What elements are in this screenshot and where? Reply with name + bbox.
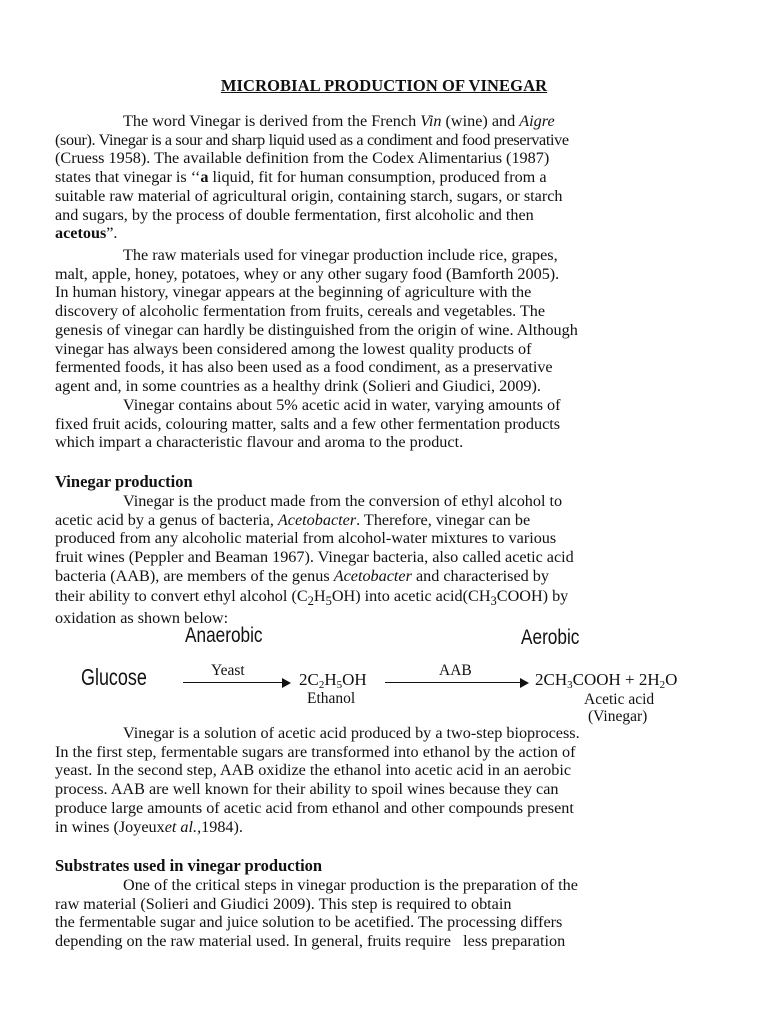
text-line: fermented foods, it has also been used as a food condiment, as a preservative xyxy=(55,358,553,377)
section-heading-vinegar-production: Vinegar production xyxy=(55,472,193,491)
text-run: COOH) by xyxy=(496,586,569,605)
vinegar-name: (Vinegar) xyxy=(588,708,648,725)
text-run: ”. xyxy=(106,224,118,243)
text-run-italic: Acetobacter xyxy=(333,566,412,585)
text-run: One of the critical steps in vinegar production is the preparation of the xyxy=(123,876,578,894)
text-run: (wine) and xyxy=(441,112,520,130)
text-line: (sour). Vinegar is a sour and sharp liquid used as a condiment and food preservative xyxy=(55,130,569,149)
subscript: 5 xyxy=(336,679,343,691)
vinegar-production-paragraph-2 xyxy=(55,724,715,836)
aerobic-label: Aerobic xyxy=(521,626,580,649)
document-title: MICROBIAL PRODUCTION OF VINEGAR xyxy=(220,76,548,95)
text-line: suitable raw material of agricultural origin, containing starch, sugars, or starch xyxy=(55,186,563,205)
yeast-label: Yeast xyxy=(211,662,245,679)
substrates-paragraph-1 xyxy=(55,876,715,951)
text-line: agent and, in some countries as a healthy drink (Solieri and Giudici, 2009). xyxy=(55,376,541,395)
text-line: malt, apple, honey, potatoes, whey or any other sugary food (Bamforth 2005). xyxy=(55,264,560,283)
text-line: raw material (Solieri and Giudici 2009). This step is required to obtain xyxy=(55,894,512,913)
formula-part: H xyxy=(324,670,337,689)
text-run: in wines (Joyeux xyxy=(55,817,165,836)
text-line: and sugars, by the process of double fermentation, first alcoholic and then xyxy=(55,205,534,224)
text-line: yeast. In the second step, AAB oxidize the ethanol into acetic acid in an aerobic xyxy=(55,761,572,780)
text-line: produce large amounts of acetic acid from ethanol and other compounds present xyxy=(55,798,574,817)
intro-paragraph-2 xyxy=(55,246,715,396)
text-run: and characterised by xyxy=(411,566,549,585)
intro-paragraph-1 xyxy=(55,112,715,243)
text-run: Vinegar is the product made from the conversion of ethyl alcohol to xyxy=(123,492,563,510)
text-run: Vinegar contains about 5% acetic acid in water, varying amounts of xyxy=(123,396,561,414)
acetic-acid-formula xyxy=(535,670,677,690)
text-run: The word Vinegar is derived from the French xyxy=(123,112,421,130)
vinegar-production-paragraph-1 xyxy=(55,492,715,628)
subscript: 3 xyxy=(490,593,497,608)
text-run: liquid, fit for human consumption, produced from a xyxy=(208,168,547,187)
subscript: 5 xyxy=(325,593,332,608)
text-line: discovery of alcoholic fermentation from fruits, cereals and vegetables. The xyxy=(55,302,546,321)
anaerobic-label: Anaerobic xyxy=(185,624,263,647)
subscript: 2 xyxy=(659,679,666,691)
formula-part: 2CH xyxy=(535,670,568,689)
text-run-italic: Acetobacter xyxy=(277,510,357,529)
text-run: acetic acid by a genus of bacteria, xyxy=(55,510,278,529)
text-run-bold: acetous xyxy=(55,224,107,243)
acetic-acid-name: Acetic acid xyxy=(584,691,655,708)
section-heading-substrates: Substrates used in vinegar production xyxy=(55,856,323,875)
text-run: Vinegar is a solution of acetic acid produced by a two-step bioprocess. xyxy=(123,724,580,742)
text-run-italic: Vin xyxy=(420,112,442,130)
glucose-label: Glucose xyxy=(81,664,147,690)
text-run-italic: Aigre xyxy=(519,112,555,130)
text-line: In human history, vinegar appears at the beginning of agriculture with the xyxy=(55,283,532,302)
formula-part: OH xyxy=(342,670,367,689)
subscript: 2 xyxy=(318,679,325,691)
text-line: vinegar has always been considered among the lowest quality products of xyxy=(55,339,532,358)
text-line: fixed fruit acids, colouring matter, salts and a few other fermentation products xyxy=(55,414,561,433)
intro-paragraph-3 xyxy=(55,396,715,452)
text-line: (Cruess 1958). The available definition from the Codex Alimentarius (1987) xyxy=(55,149,550,168)
aab-arrow xyxy=(385,682,527,683)
text-line: produced from any alcoholic material from alcohol-water mixtures to various xyxy=(55,529,557,548)
formula-part: 2C xyxy=(299,670,319,689)
text-run: The raw materials used for vinegar production include rice, grapes, xyxy=(123,246,558,264)
text-run-italic: et al., xyxy=(164,817,202,836)
text-run: . Therefore, vinegar can be xyxy=(356,510,531,529)
text-run: bacteria (AAB), are members of the genus xyxy=(55,566,334,585)
text-run-bold: a xyxy=(200,168,209,187)
text-line: process. AAB are well known for their ability to spoil wines because they can xyxy=(55,780,559,799)
fermentation-equation-figure xyxy=(55,624,735,728)
ethanol-name: Ethanol xyxy=(307,690,356,707)
formula-part: O xyxy=(665,670,678,689)
text-line: the fermentable sugar and juice solution to be acetified. The processing differs xyxy=(55,913,563,932)
text-run: H xyxy=(313,586,326,605)
aab-label: AAB xyxy=(439,662,472,679)
text-line: oxidation as shown below: xyxy=(55,609,229,628)
yeast-arrow xyxy=(183,682,289,683)
text-run: states that vinegar is ‘‘ xyxy=(55,168,201,187)
text-run: OH) into acetic acid(CH xyxy=(331,586,491,605)
text-line: depending on the raw material used. In general, fruits require less preparation xyxy=(55,932,566,951)
ethanol-formula xyxy=(299,670,367,690)
text-run: their ability to convert ethyl alcohol (C xyxy=(55,586,308,605)
text-line: fruit wines (Peppler and Beaman 1967). Vinegar bacteria, also called acetic acid xyxy=(55,548,574,567)
text-line: In the first step, fermentable sugars are transformed into ethanol by the action of xyxy=(55,742,576,761)
text-line: which impart a characteristic flavour and aroma to the product. xyxy=(55,433,464,452)
text-line: genesis of vinegar can hardly be distinguished from the origin of wine. Although xyxy=(55,320,578,339)
text-run: 1984). xyxy=(201,817,243,836)
subscript: 2 xyxy=(307,593,314,608)
subscript: 3 xyxy=(567,679,573,691)
formula-part: COOH + 2H xyxy=(572,670,660,689)
